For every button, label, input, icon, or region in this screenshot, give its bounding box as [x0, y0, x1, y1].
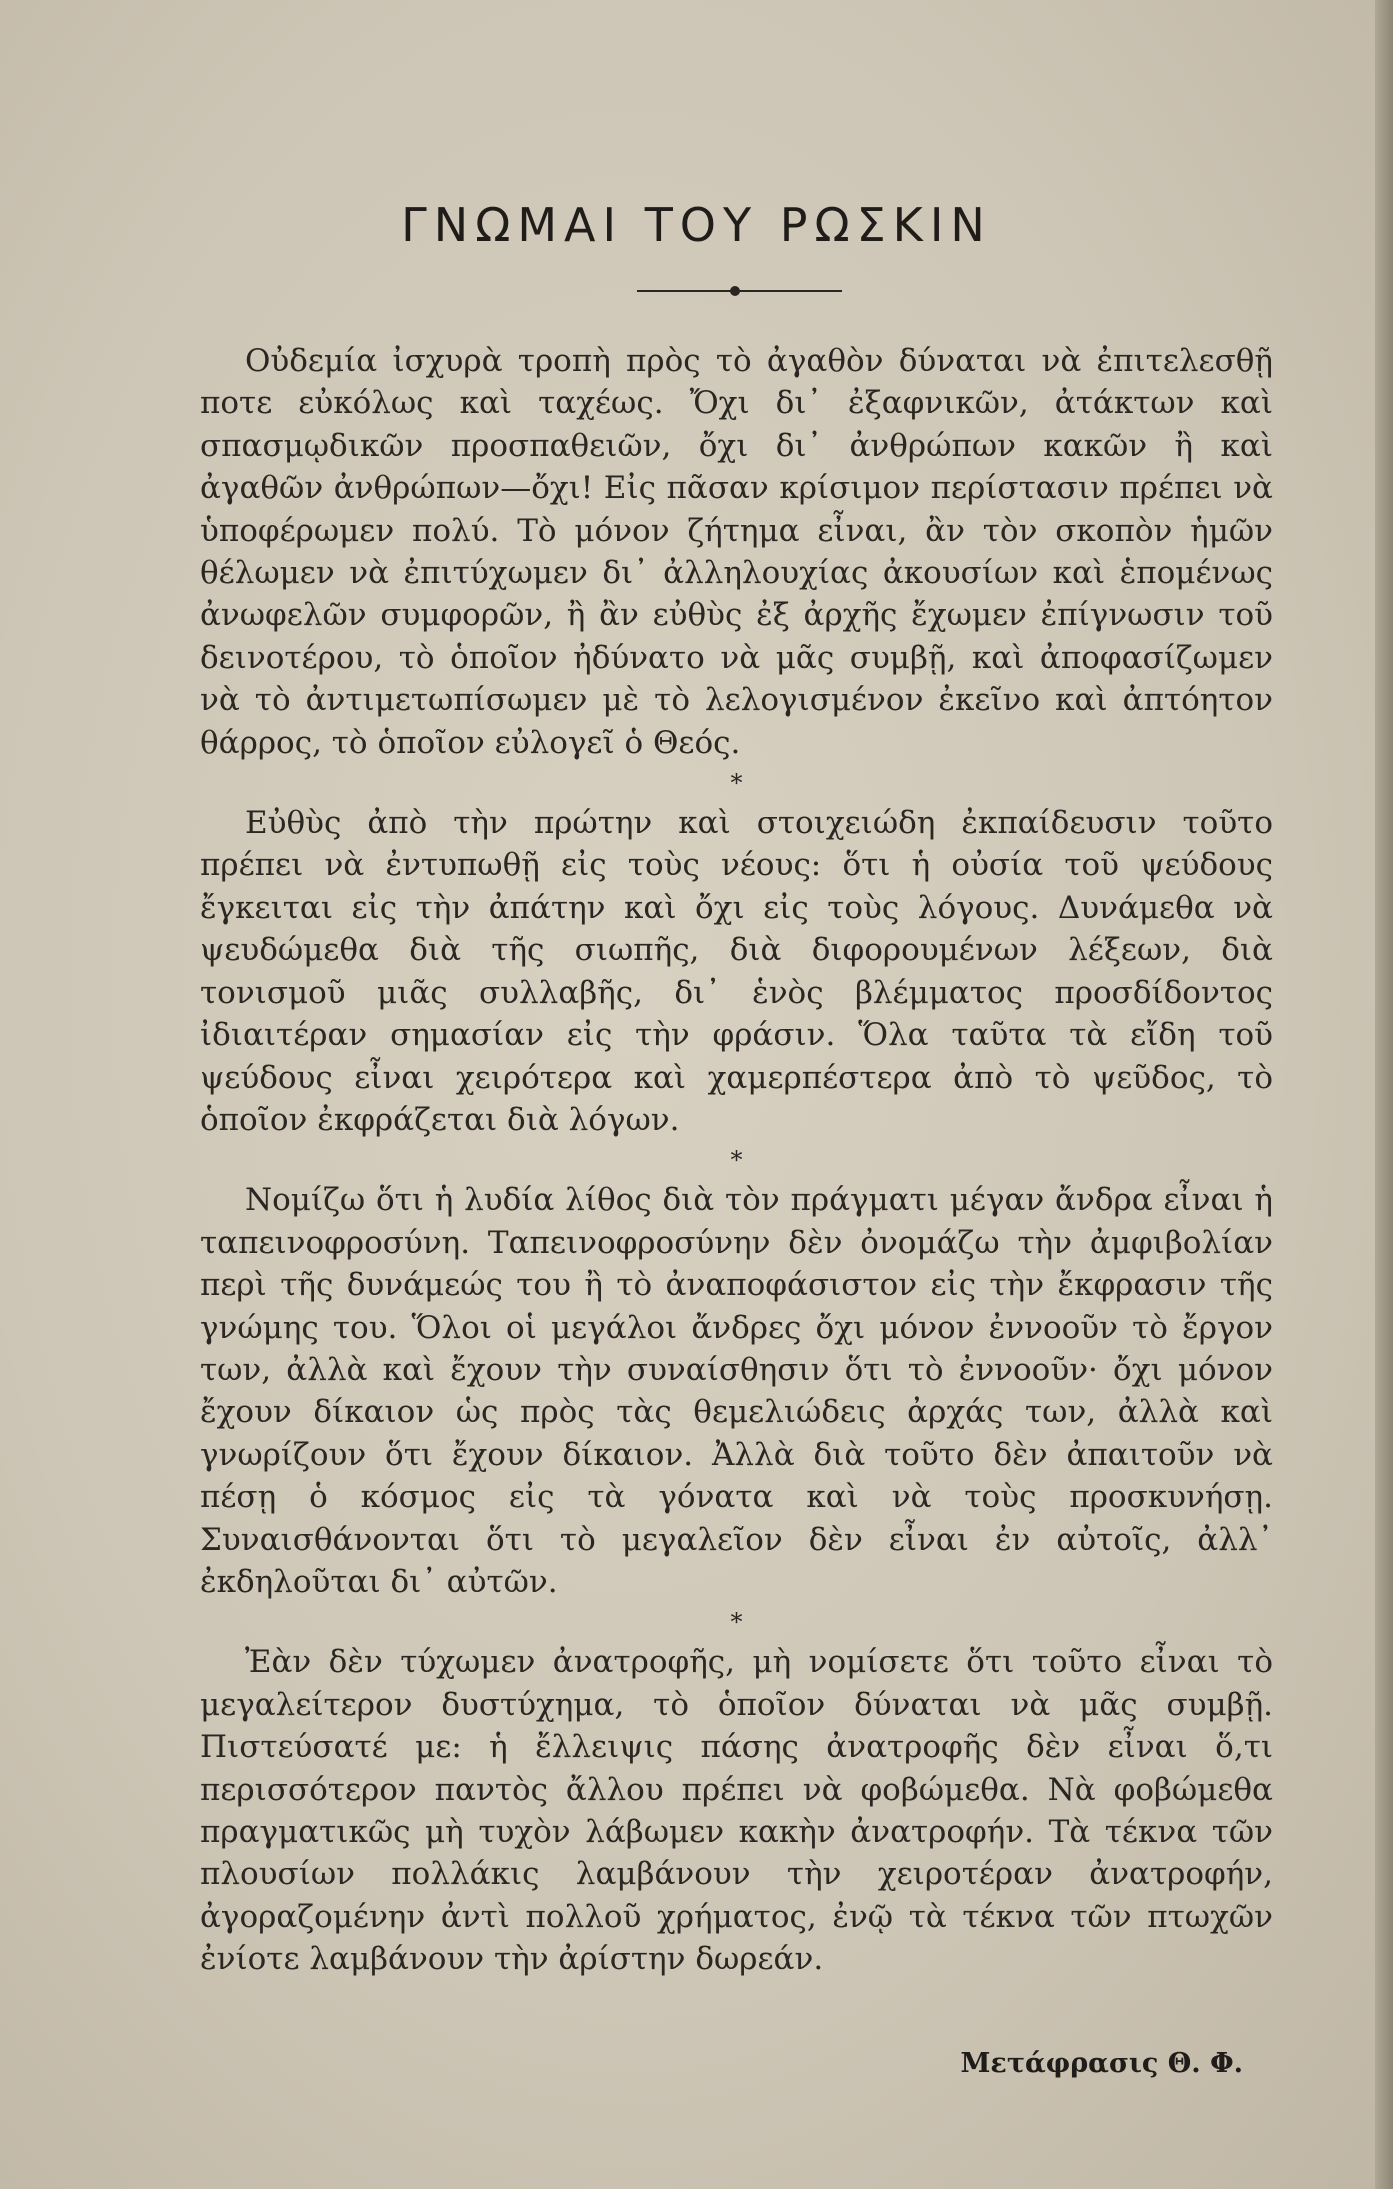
paragraph: Εὐθὺς ἀπὸ τὴν πρώτην καὶ στοιχειώδη ἐκπαίδευσιν τοῦτο πρέπει νὰ ἐντυπωθῇ εἰς τοὺς νέους: ὅτι ἡ οὐσία τοῦ ψεύδους ἔγκειται εἰς τὴν ἀπάτην καὶ ὄχι εἰς τοὺς λόγους. Δυνάμεθα νὰ ψευδώμεθα διὰ τῆς σιωπῆς, διὰ διφορουμένων λέξεων, διὰ τονισμοῦ μιᾶς συλλαβῆς, δι᾽ ἑνὸς βλέμματος προσδίδοντος ἰδιαιτέραν σημασίαν εἰς τὴν φράσιν. Ὅλα ταῦτα τὰ εἴδη τοῦ ψεύδους εἶναι χειρότερα καὶ χαμερπέστερα ἀπὸ τὸ ψεῦδος, τὸ ὁποῖον ἐκφράζεται διὰ λόγων.	[200, 805, 1273, 1138]
section-separator-asterisk: *	[730, 769, 743, 798]
translator-signature: Μετάφρασις Θ. Φ.	[960, 2048, 1243, 2079]
paragraph: Οὐδεμία ἰσχυρὰ τροπὴ πρὸς τὸ ἀγαθὸν δύναται νὰ ἐπιτελεσθῇ ποτε εὐκόλως καὶ ταχέως. Ὄχι δι᾽ ἐξαφνικῶν, ἀτάκτων καὶ σπασμῳδικῶν προσπαθειῶν, ὄχι δι᾽ ἀνθρώπων κακῶν ἢ καὶ ἀγαθῶν ἀνθρώπων—ὄχι! Εἰς πᾶσαν κρίσιμον περίστασιν πρέπει νὰ ὑποφέρωμεν πολύ. Τὸ μόνον ζήτημα εἶναι, ἂν τὸν σκοπὸν ἡμῶν θέλωμεν νὰ ἐπιτύχωμεν δι᾽ ἀλληλουχίας ἀκουσίων καὶ ἑπομένως ἀνωφελῶν συμφορῶν, ἢ ἂν εὐθὺς ἐξ ἀρχῆς ἔχωμεν ἐπίγνωσιν τοῦ δεινοτέρου, τὸ ὁποῖον ἠδύνατο νὰ μᾶς συμβῇ, καὶ ἀποφασίζωμεν νὰ τὸ ἀντιμετωπίσωμεν μὲ τὸ λελογισμένον ἐκεῖνο καὶ ἀπτόητον θάρρος, τὸ ὁποῖον εὐλογεῖ ὁ Θεός.	[200, 343, 1273, 761]
page-edge-shadow	[1375, 0, 1393, 2189]
paragraph: Νομίζω ὅτι ἡ λυδία λίθος διὰ τὸν πράγματι μέγαν ἄνδρα εἶναι ἡ ταπεινοφροσύνη. Ταπεινοφροσύνην δὲν ὀνομάζω τὴν ἀμφιβολίαν περὶ τῆς δυνάμεώς του ἢ τὸ ἀναποφάσιστον εἰς τὴν ἔκφρασιν τῆς γνώμης του. Ὅλοι οἱ μεγάλοι ἄνδρες ὄχι μόνον ἐννοοῦν τὸ ἔργον των, ἀλλὰ καὶ ἔχουν τὴν συναίσθησιν ὅτι τὸ ἐννοοῦν· ὄχι μόνον ἔχουν δίκαιον ὡς πρὸς τὰς θεμελιώδεις ἀρχάς των, ἀλλὰ καὶ γνωρίζουν ὅτι ἔχουν δίκαιον. Ἀλλὰ διὰ τοῦτο δὲν ἀπαιτοῦν νὰ πέσῃ ὁ κόσμος εἰς τὰ γόνατα καὶ νὰ τοὺς προσκυνήσῃ. Συναισθάνονται ὅτι τὸ μεγαλεῖον δὲν εἶναι ἐν αὐτοῖς, ἀλλ᾽ ἐκδηλοῦται δι᾽ αὐτῶν.	[200, 1182, 1273, 1600]
divider-dot-icon	[730, 286, 740, 296]
paragraph: Ἐὰν δὲν τύχωμεν ἀνατροφῆς, μὴ νομίσετε ὅτι τοῦτο εἶναι τὸ μεγαλείτερον δυστύχημα, τὸ ὁποῖον δύναται νὰ μᾶς συμβῇ. Πιστεύσατέ με: ἡ ἔλλειψις πάσης ἀνατροφῆς δὲν εἶναι ὅ,τι περισσότερον παντὸς ἄλλου πρέπει νὰ φοβώμεθα. Νὰ φοβώμεθα πραγματικῶς μὴ τυχὸν λάβωμεν κακὴν ἀνατροφήν. Τὰ τέκνα τῶν πλουσίων πολλάκις λαμβάνουν τὴν χειροτέραν ἀνατροφήν, ἀγοραζομένην ἀντὶ πολλοῦ χρήματος, ἐνῷ τὰ τέκνα τῶν πτωχῶν ἐνίοτε λαμβάνουν τὴν ἀρίστην δωρεάν.	[200, 1644, 1273, 1978]
section-separator-asterisk: *	[730, 1146, 743, 1175]
section-separator-asterisk: *	[730, 1608, 743, 1637]
page-title: ΓΝΩΜΑΙ ΤΟΥ ΡΩΣΚΙΝ	[401, 198, 992, 252]
article-body	[200, 340, 1273, 1981]
